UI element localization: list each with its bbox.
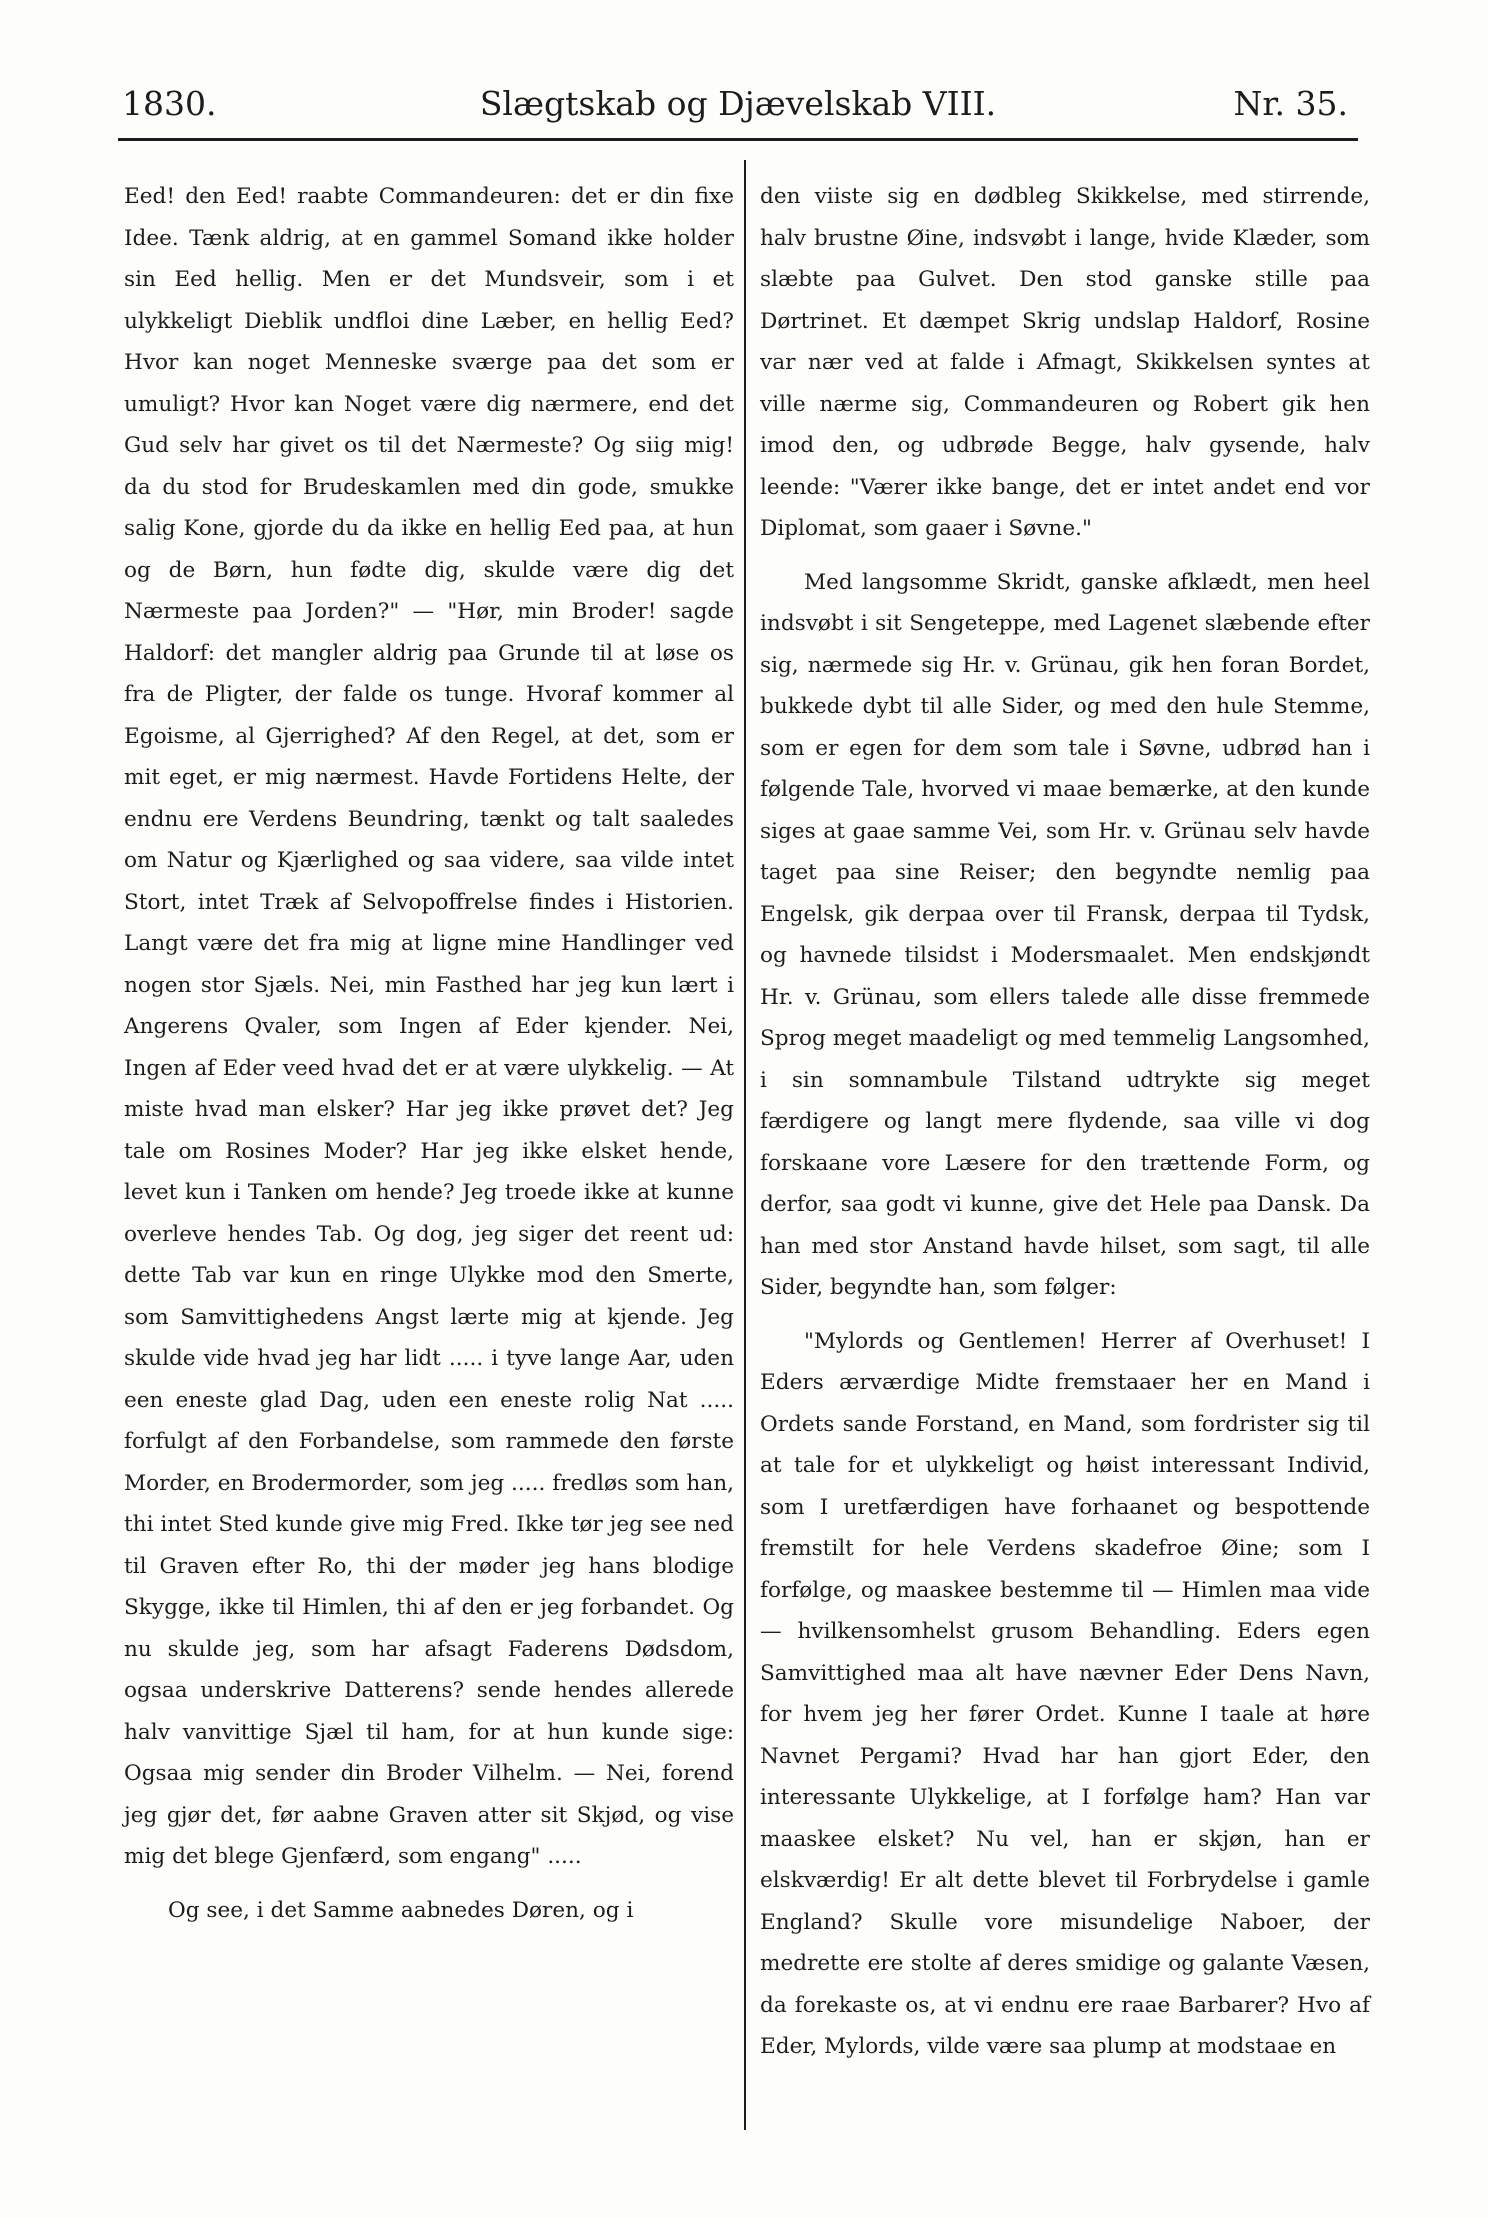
header-rule (118, 138, 1358, 141)
right-column (760, 176, 1370, 2068)
left-paragraph-1: Eed! den Eed! raabte Commandeuren: det er din fixe Idee. Tænk aldrig, at en gammel Somand ikke holder sin Eed hellig. Men er det Mundsveir, som i et ulykkeligt Dieblik undfloi dine Læber, en hellig Eed? Hvor kan noget Menneske sværge paa det som er umuligt? Hvor kan Noget være dig nærmere, end det Gud selv har givet os til det Nærmeste? Og siig mig! da du stod for Brudeskamlen med din gode, smukke salig Kone, gjorde du da ikke en hellig Eed paa, at hun og de Børn, hun fødte dig, skulde være dig det Nærmeste paa Jorden?" — "Hør, min Broder! sagde Haldorf: det mangler aldrig paa Grunde til at løse os fra de Pligter, der falde os tunge. Hvoraf kommer al Egoisme, al Gjerrighed? Af den Regel, at det, som er mit eget, er mig nærmest. Havde Fortidens Helte, der endnu ere Verdens Beundring, tænkt og talt saaledes om Natur og Kjærlighed og saa videre, saa vilde intet Stort, intet Træk af Selvopoffrelse findes i Historien. Langt være det fra mig at ligne mine Handlinger ved nogen stor Sjæls. Nei, min Fasthed har jeg kun lært i Angerens Qvaler, som Ingen af Eder kjender. Nei, Ingen af Eder veed hvad det er at være ulykkelig. — At miste hvad man elsker? Har jeg ikke prøvet det? Jeg tale om Rosines Moder? Har jeg ikke elsket hende, levet kun i Tanken om hende? Jeg troede ikke at kunne overleve hendes Tab. Og dog, jeg siger det reent ud: dette Tab var kun en ringe Ulykke mod den Smerte, som Samvittighedens Angst lærte mig at kjende. Jeg skulde vide hvad jeg har lidt ..... i tyve lange Aar, uden een eneste glad Dag, uden een eneste rolig Nat ..... forfulgt af den Forbandelse, som rammede den første Morder, en Brodermorder, som jeg ..... fredløs som han, thi intet Sted kunde give mig Fred. Ikke tør jeg see ned til Graven efter Ro, thi der møder jeg hans blodige Skygge, ikke til Himlen, thi af den er jeg forbandet. Og nu skulde jeg, som har afsagt Faderens Dødsdom, ogsaa underskrive Datterens? sende hendes allerede halv vanvittige Sjæl til ham, for at hun kunde sige: Ogsaa mig sender din Broder Vilhelm. — Nei, forend jeg gjør det, før aabne Graven atter sit Skjød, og vise mig det blege Gjenfærd, som engang" ..... (124, 184, 734, 1869)
page-header (118, 78, 1358, 130)
right-paragraph-1: den viiste sig en dødbleg Skikkelse, med stirrende, halv brustne Øine, indsvøbt i lange, hvide Klæder, som slæbte paa Gulvet. Den stod ganske stille paa Dørtrinet. Et dæmpet Skrig undslap Haldorf, Rosine var nær ved at falde i Afmagt, Skikkelsen syntes at ville nærme sig, Commandeuren og Robert gik hen imod den, og udbrøde Begge, halv gysende, halv leende: "Værer ikke bange, det er intet andet end vor Diplomat, som gaaer i Søvne." (760, 184, 1370, 541)
header-issue-number: Nr. 35. (1233, 84, 1348, 123)
left-column (124, 176, 734, 1931)
header-year: 1830. (122, 84, 217, 123)
header-title: Slægtskab og Djævelskab VIII. (479, 84, 997, 123)
left-paragraph-2: Og see, i det Samme aabnedes Døren, og i (168, 1897, 634, 1923)
right-paragraph-2: Med langsomme Skridt, ganske afklædt, men heel indsvøbt i sit Sengeteppe, med Lagenet slæbende efter sig, nærmede sig Hr. v. Grünau, gik hen foran Bordet, bukkede dybt til alle Sider, og med den hule Stemme, som er egen for dem som tale i Søvne, udbrød han i følgende Tale, hvorved vi maae bemærke, at den kunde siges at gaae samme Vei, som Hr. v. Grünau selv havde taget paa sine Reiser; den begyndte nemlig paa Engelsk, gik derpaa over til Fransk, derpaa til Tydsk, og havnede tilsidst i Modersmaalet. Men endskjøndt Hr. v. Grünau, som ellers talede alle disse fremmede Sprog meget maadeligt og med temmelig Langsomhed, i sin somnambule Tilstand udtrykte sig meget færdigere og langt mere flydende, saa ville vi dog forskaane vore Læsere for den trættende Form, og derfor, saa godt vi kunne, give det Hele paa Dansk. Da han med stor Anstand havde hilset, som sagt, til alle Sider, begyndte han, som følger: (760, 569, 1370, 1300)
right-paragraph-3: "Mylords og Gentlemen! Herrer af Overhuset! I Eders ærværdige Midte fremstaaer her en Mand i Ordets sande Forstand, en Mand, som fordrister sig til at tale for et ulykkeligt og høist interessant Individ, som I uretfærdigen have forhaanet og bespottende fremstilt for hele Verdens skadefroe Øine; som I forfølge, og maaskee bestemme til — Himlen maa vide — hvilkensomhelst grusom Behandling. Eders egen Samvittighed maa alt have nævner Eder Dens Navn, for hvem jeg her fører Ordet. Kunne I taale at høre Navnet Pergami? Hvad har han gjort Eder, den interessante Ulykkelige, at I forfølge ham? Han var maaskee elsket? Nu vel, han er skjøn, han er elskværdig! Er alt dette blevet til Forbrydelse i gamle England? Skulle vore misundelige Naboer, der medrette ere stolte af deres smidige og galante Væsen, da forekaste os, at vi endnu ere raae Barbarer? Hvo af Eder, Mylords, vilde være saa plump at modstaae en (760, 1328, 1370, 2059)
column-divider (744, 160, 746, 2130)
